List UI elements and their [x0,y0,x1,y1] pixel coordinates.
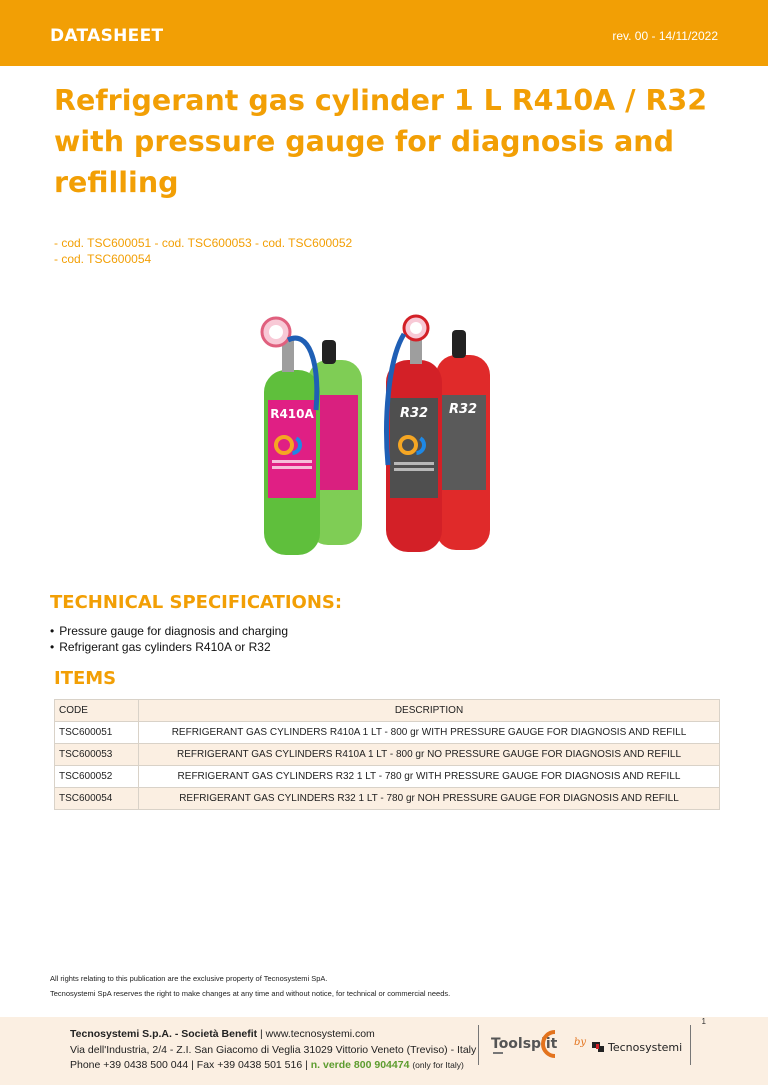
tecnosystemi-wordmark: Tecnosystemi [608,1041,683,1054]
footer-divider [690,1025,691,1065]
spec-item: • Refrigerant gas cylinders R410A or R32 [50,640,288,656]
tecnosystemi-logo [590,1034,685,1058]
table-row [55,744,720,766]
document-title [54,80,708,203]
item-code: TSC600054 [55,788,139,810]
items-table [54,699,720,810]
company-line [70,1027,476,1043]
footer-divider [478,1025,479,1065]
legal-line: All rights relating to this publication are the exclusive property of Tecnosystemi SpA. [50,974,328,983]
title-line: Refrigerant gas cylinder 1 L R410A / R32 [54,84,708,117]
title-line: refilling [54,166,179,199]
by-label: by [574,1037,587,1048]
datasheet-label: DATASHEET [50,26,164,46]
r410a-label: R410A [270,407,314,421]
item-code: TSC600051 [55,722,139,744]
revision-date: rev. 00 - 14/11/2022 [612,29,718,43]
title-line: with pressure gauge for diagnosis and [54,125,674,158]
header-bar [0,0,768,66]
item-description: REFRIGERANT GAS CYLINDERS R32 1 LT - 780 gr NOH PRESSURE GAUGE FOR DIAGNOSIS AND REFILL [139,788,720,810]
specs-list [50,624,288,655]
product-photo [248,300,498,560]
spec-item: • Pressure gauge for diagnosis and charging [50,624,288,640]
company-phone: Phone +39 0438 500 044 | Fax +39 0438 501 516 | [70,1059,308,1071]
company-address: Via dell'Industria, 2/4 - Z.I. San Giacomo di Veglia 31029 Vittorio Veneto (Treviso) - Italy [70,1043,477,1056]
toll-free-number: n. verde 800 904474 [310,1059,410,1071]
table-row [55,766,720,788]
item-description: REFRIGERANT GAS CYLINDERS R410A 1 LT - 800 gr NO PRESSURE GAUGE FOR DIAGNOSIS AND REFILL [139,744,720,766]
toll-free-note: (only for Italy) [412,1060,464,1070]
column-header-code: CODE [55,700,139,722]
page-number: 1 [701,1017,706,1026]
item-description: REFRIGERANT GAS CYLINDERS R32 1 LT - 780 gr WITH PRESSURE GAUGE FOR DIAGNOSIS AND REFILL [139,766,720,788]
cylinder-r410a-front [262,318,320,555]
svg-text:R32: R32 [448,402,478,417]
table-row [55,788,720,810]
legal-notice [50,971,450,1001]
codes-line: - cod. TSC600051 - cod. TSC600053 - cod. TSC600052 [54,236,353,250]
column-header-description: DESCRIPTION [139,700,720,722]
company-name: Tecnosystemi S.p.A. - Società Benefit [70,1028,258,1040]
table-header-row [55,700,720,722]
toolsplit-logo [489,1026,569,1064]
company-website: | www.tecnosystemi.com [260,1028,375,1040]
items-heading: ITEMS [54,668,117,689]
company-info [70,1027,476,1074]
cylinder-r32-back [436,330,490,550]
table-row [55,722,720,744]
r32-label: R32 [399,406,429,421]
company-contacts [70,1058,476,1074]
item-code: TSC600053 [55,744,139,766]
cylinder-r32-front [386,316,442,552]
item-code: TSC600052 [55,766,139,788]
product-codes [54,235,352,267]
toolsplit-wordmark: Toolsplit [491,1036,558,1052]
codes-line: - cod. TSC600054 [54,252,152,266]
legal-line: Tecnosystemi SpA reserves the right to make changes at any time and without notice, for technical or commercial needs. [50,989,451,998]
item-description: REFRIGERANT GAS CYLINDERS R410A 1 LT - 800 gr WITH PRESSURE GAUGE FOR DIAGNOSIS AND REFILL [139,722,720,744]
specs-heading: TECHNICAL SPECIFICATIONS: [50,592,343,613]
